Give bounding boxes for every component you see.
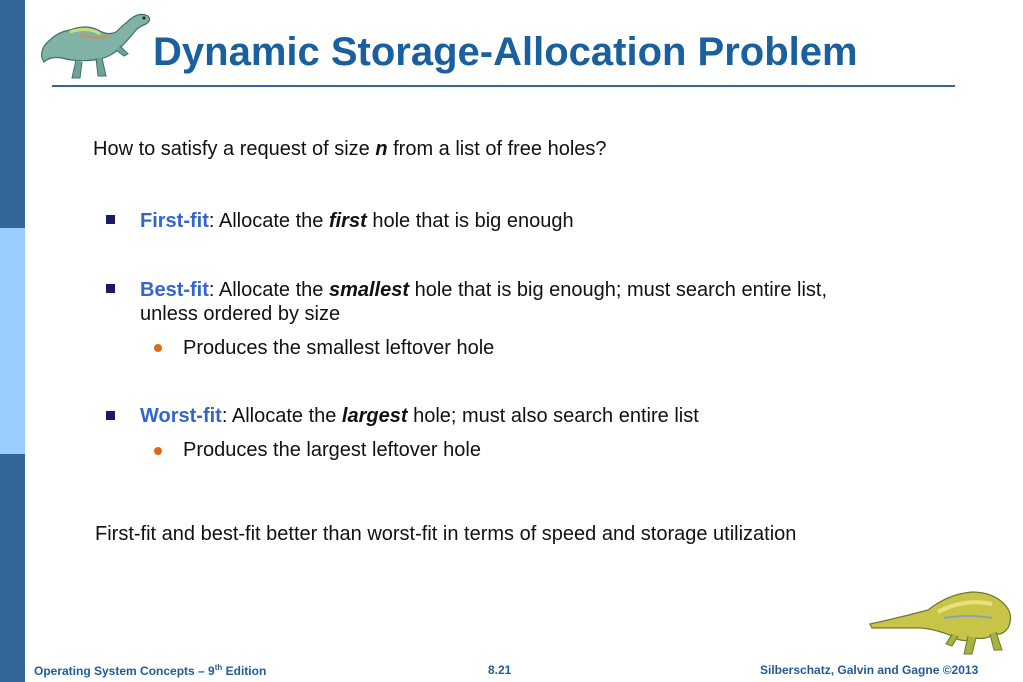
footer-copyright: Silberschatz, Galvin and Gagne ©2013	[760, 663, 979, 677]
dinosaur-corner-icon	[868, 584, 1016, 660]
best-fit-colon: : Allocate the	[208, 279, 329, 301]
best-fit-item	[140, 279, 827, 302]
footer-page-number: 8.21	[488, 663, 512, 677]
square-bullet-icon	[106, 284, 115, 293]
first-fit-term: First-fit	[140, 210, 209, 232]
footer-book-after: Edition	[222, 664, 267, 678]
round-bullet-icon	[154, 447, 162, 455]
sidebar-top-segment	[0, 0, 25, 228]
intro-text-after: from a list of free holes?	[387, 138, 607, 160]
worst-fit-rest: hole; must also search entire list	[407, 405, 699, 427]
best-fit-line2: unless ordered by size	[140, 303, 341, 325]
footer-book-title	[34, 663, 266, 678]
square-bullet-icon	[106, 411, 115, 420]
best-fit-rest: hole that is big enough; must search entire list,	[409, 279, 828, 301]
worst-fit-emphasis: largest	[341, 405, 408, 427]
best-fit-emphasis: smallest	[328, 279, 410, 301]
worst-fit-item	[140, 405, 699, 428]
round-bullet-icon	[154, 344, 162, 352]
dinosaur-logo-icon	[36, 6, 156, 84]
sidebar-bottom-segment	[0, 454, 25, 682]
first-fit-emphasis: first	[328, 210, 367, 232]
intro-question	[93, 138, 607, 161]
footer-book-sup: th	[214, 663, 223, 672]
footer-book-before: Operating System Concepts – 9	[34, 664, 215, 678]
worst-fit-subpoint: Produces the largest leftover hole	[183, 439, 481, 461]
worst-fit-colon: : Allocate the	[221, 405, 342, 427]
square-bullet-icon	[106, 215, 115, 224]
worst-fit-term: Worst-fit	[140, 405, 222, 427]
title-underline-rule	[52, 85, 955, 87]
conclusion-text: First-fit and best-fit better than worst-fit in terms of speed and storage utilization	[95, 523, 797, 545]
slide-title: Dynamic Storage-Allocation Problem	[153, 30, 858, 74]
first-fit-item	[140, 210, 574, 233]
intro-text-before: How to satisfy a request of size	[93, 138, 376, 160]
left-sidebar-band	[0, 0, 25, 682]
best-fit-subpoint: Produces the smallest leftover hole	[183, 337, 495, 359]
intro-variable: n	[375, 138, 388, 160]
first-fit-rest: hole that is big enough	[366, 210, 574, 232]
first-fit-colon: : Allocate the	[208, 210, 329, 232]
sidebar-middle-segment	[0, 228, 25, 454]
best-fit-term: Best-fit	[140, 279, 209, 301]
